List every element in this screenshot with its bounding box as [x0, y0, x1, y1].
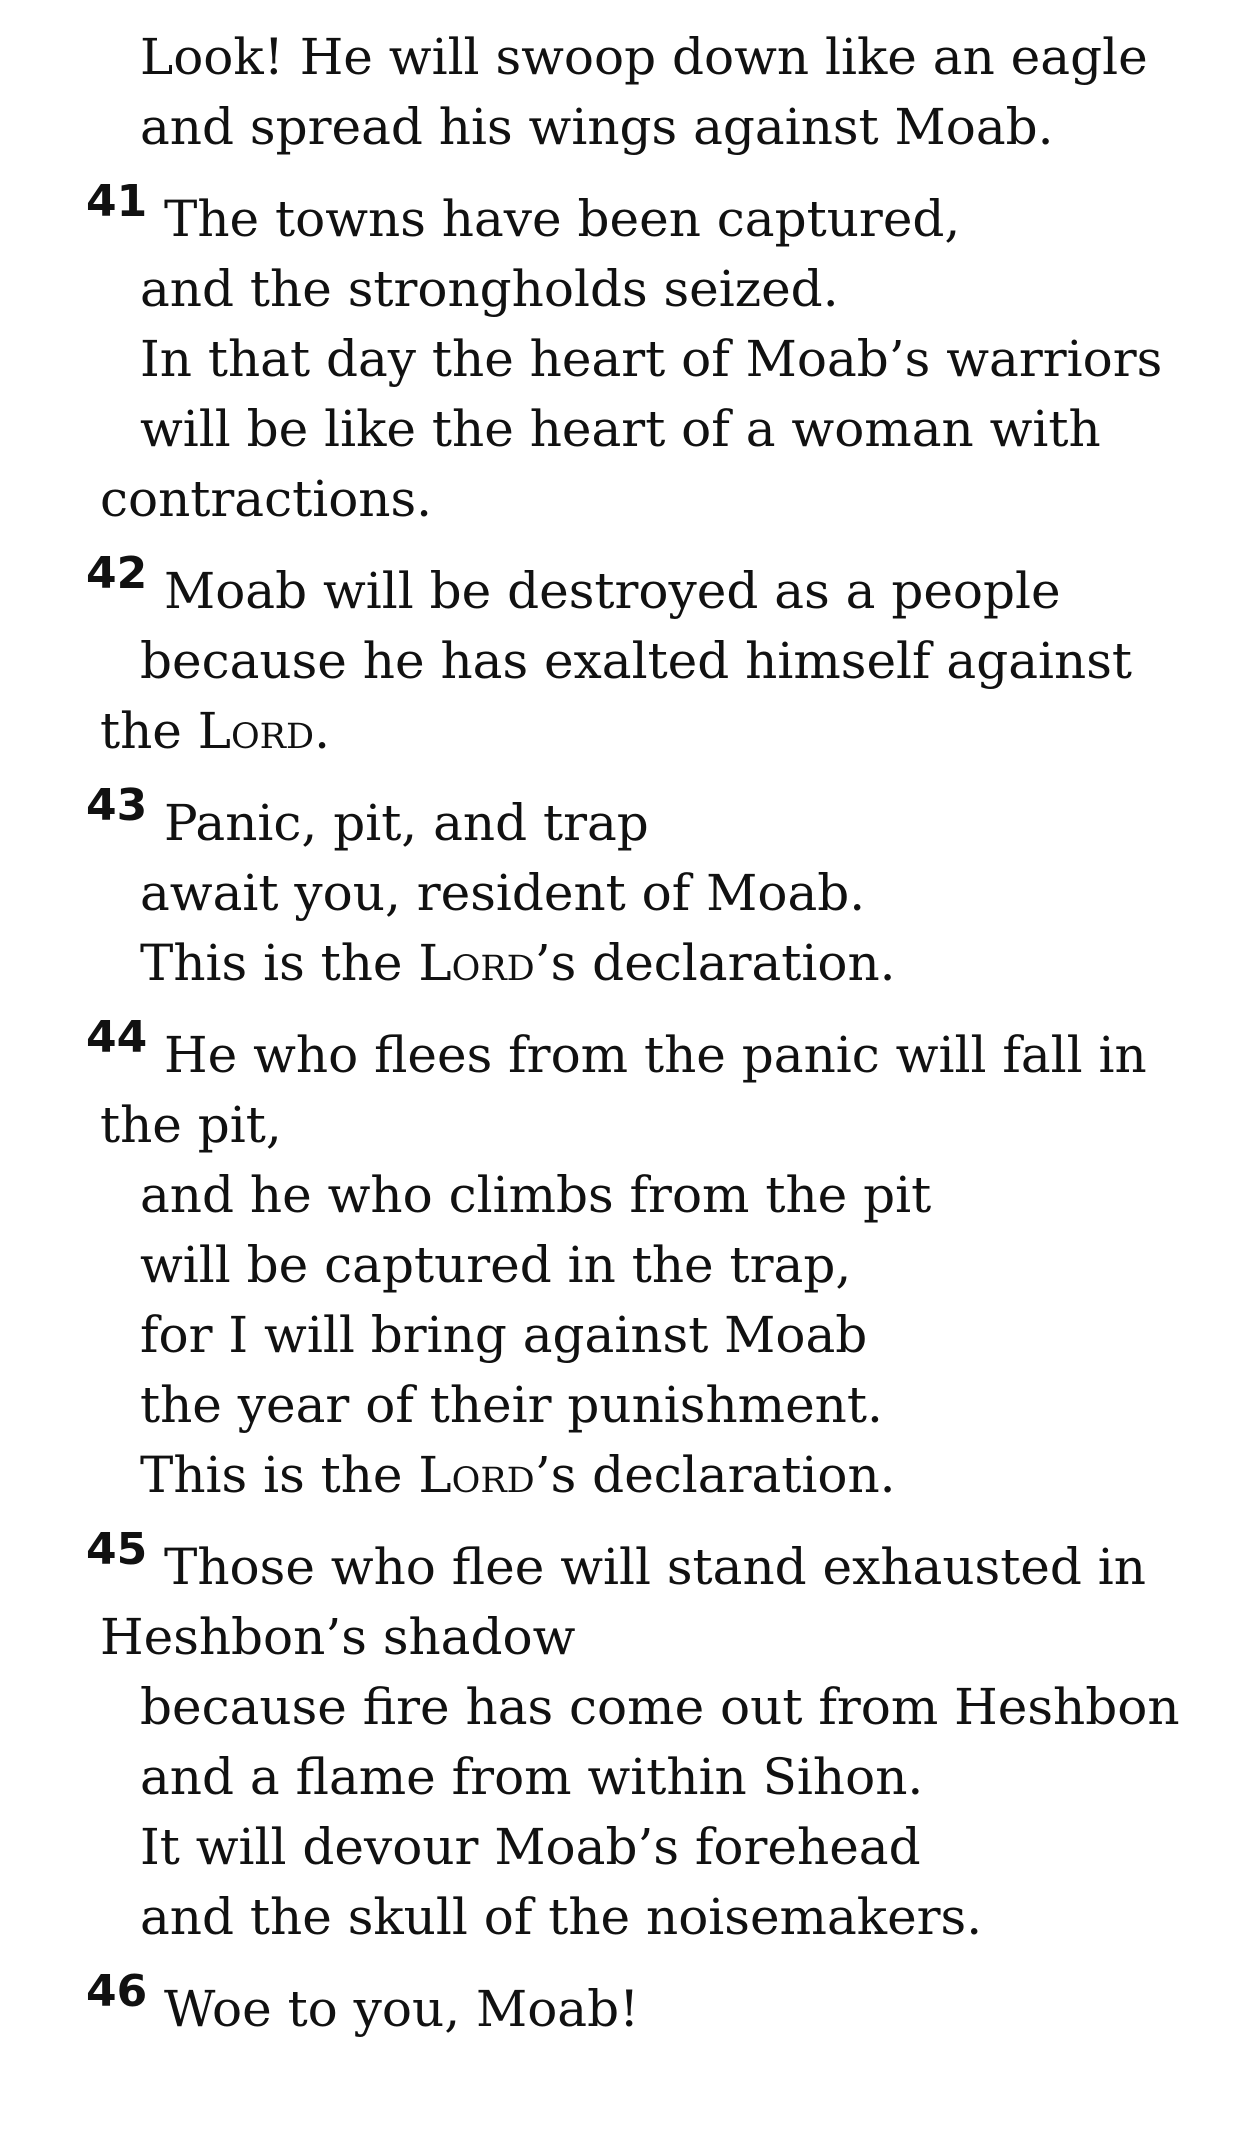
text-line [0, 858, 1242, 928]
verse-number: 46 [86, 1966, 148, 2017]
text-line [0, 1742, 1242, 1812]
text-line [0, 1440, 1242, 1510]
line-text: Panic, pit, and trap [164, 794, 649, 852]
line-text: This is the [140, 934, 419, 992]
line-text: The towns have been captured, [164, 190, 961, 248]
line-text: await you, resident of Moab. [140, 864, 866, 922]
line-text: and he who climbs from the pit [140, 1166, 932, 1224]
line-text: contractions. [100, 470, 433, 528]
verse-line [0, 548, 1242, 626]
text-line [0, 1300, 1242, 1370]
verse-line [0, 1966, 1242, 2044]
verse-line [0, 1012, 1242, 1090]
text-line [0, 696, 1242, 766]
text-line [0, 1230, 1242, 1300]
verse-number: 44 [86, 1012, 148, 1063]
line-text: Those who flee will stand exhausted in [164, 1538, 1146, 1596]
divine-name: Lord [418, 1446, 535, 1504]
text-line [0, 254, 1242, 324]
line-text: . [314, 702, 330, 760]
scripture-text [0, 22, 1242, 2044]
line-text: It will devour Moab’s forehead [140, 1818, 921, 1876]
line-text: because he has exalted himself against [140, 632, 1132, 690]
line-text: will be like the heart of a woman with [140, 400, 1101, 458]
line-text: Heshbon’s shadow [100, 1608, 576, 1666]
line-text: the [100, 702, 198, 760]
line-text: the year of their punishment. [140, 1376, 883, 1434]
line-text: for I will bring against Moab [140, 1306, 868, 1364]
divine-name: Lord [418, 934, 535, 992]
line-text: Woe to you, Moab! [164, 1980, 640, 2038]
text-line [0, 92, 1242, 162]
text-line [0, 928, 1242, 998]
verse-number: 43 [86, 780, 148, 831]
line-text: This is the [140, 1446, 419, 1504]
line-text: because fire has come out from Heshbon [140, 1678, 1180, 1736]
line-text: In that day the heart of Moab’s warriors [140, 330, 1163, 388]
text-line [0, 464, 1242, 534]
verse-number: 42 [86, 548, 148, 599]
line-text: Look! He will swoop down like an eagle [140, 28, 1148, 86]
text-line [0, 394, 1242, 464]
text-line [0, 1602, 1242, 1672]
line-text: and a flame from within Sihon. [140, 1748, 924, 1806]
text-line [0, 1160, 1242, 1230]
text-line [0, 1672, 1242, 1742]
verse-line [0, 780, 1242, 858]
line-text: will be captured in the trap, [140, 1236, 852, 1294]
text-line [0, 1882, 1242, 1952]
text-line [0, 626, 1242, 696]
text-line [0, 1812, 1242, 1882]
line-text: ’s declaration. [534, 1446, 896, 1504]
text-line [0, 324, 1242, 394]
text-line [0, 1370, 1242, 1440]
text-line [0, 22, 1242, 92]
line-text: and the strongholds seized. [140, 260, 839, 318]
line-text: ’s declaration. [534, 934, 896, 992]
verse-line [0, 1524, 1242, 1602]
line-text: and the skull of the noisemakers. [140, 1888, 983, 1946]
line-text: Moab will be destroyed as a people [164, 562, 1061, 620]
verse-line [0, 176, 1242, 254]
line-text: the pit, [100, 1096, 282, 1154]
text-line [0, 1090, 1242, 1160]
divine-name: Lord [197, 702, 315, 760]
line-text: and spread his wings against Moab. [140, 98, 1054, 156]
verse-number: 45 [86, 1524, 148, 1575]
line-text: He who flees from the panic will fall in [164, 1026, 1147, 1084]
verse-number: 41 [86, 176, 148, 227]
